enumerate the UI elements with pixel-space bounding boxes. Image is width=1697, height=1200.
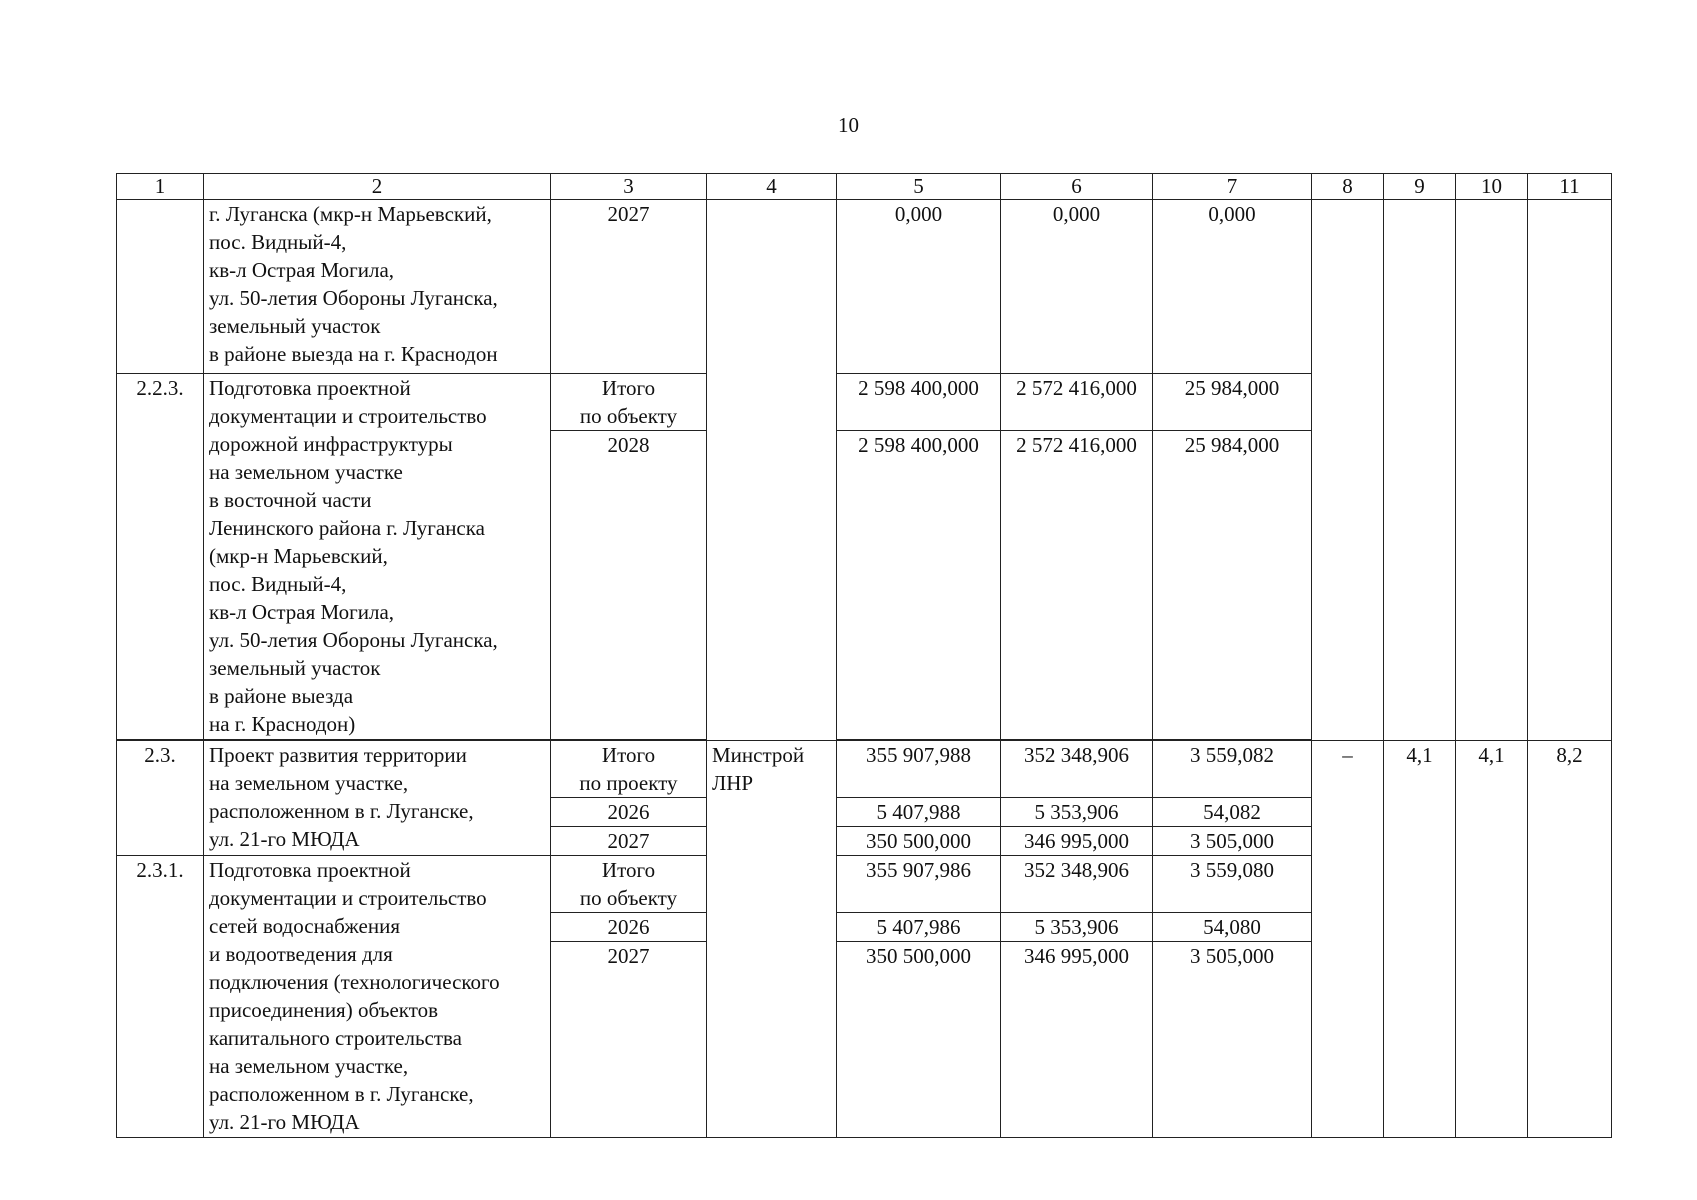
cell-value: 0,000 [1001, 200, 1153, 374]
cell-value: 25 984,000 [1153, 374, 1312, 431]
row-number: 2.2.3. [117, 374, 204, 740]
row-year: 2026 [551, 913, 707, 942]
col-header: 3 [551, 174, 707, 200]
row-name: Подготовка проектной документации и строительство дорожной инфраструктуры на земельном участке в восточной части Ленинского района г. Луганска (мкр-н Марьевский, пос. Видный-4, кв-л Острая Могила, ул. 50-летия Обороны Луганска, земельный участок в районе выезда на г. Краснодон) [204, 374, 551, 740]
cell-value: 346 995,000 [1001, 827, 1153, 856]
row-number [117, 200, 204, 374]
cell-value: 352 348,906 [1001, 741, 1153, 798]
cell-value: 5 353,906 [1001, 913, 1153, 942]
cell-value: 0,000 [1153, 200, 1312, 374]
cell-blank [1384, 200, 1456, 741]
cell-value: 54,080 [1153, 913, 1312, 942]
cell-value: 3 559,080 [1153, 856, 1312, 913]
row-name: г. Луганска (мкр-н Марьевский, пос. Видный-4, кв-л Острая Могила, ул. 50-летия Обороны Луганска, земельный участок в районе выезда на г. Краснодон [204, 200, 551, 374]
header-row [117, 174, 1612, 200]
col-header: 8 [1312, 174, 1384, 200]
cell-value: 2 572 416,000 [1001, 374, 1153, 431]
cell-value: 5 407,988 [837, 798, 1001, 827]
table-row [117, 200, 1612, 374]
cell-value: 54,082 [1153, 798, 1312, 827]
cell-value: – [1312, 741, 1384, 1138]
row-year: 2028 [551, 431, 707, 740]
table-row [117, 741, 1612, 798]
cell-value: 3 559,082 [1153, 741, 1312, 798]
cell-value: 3 505,000 [1153, 942, 1312, 1138]
cell-value: 25 984,000 [1153, 431, 1312, 740]
cell-value: 355 907,986 [837, 856, 1001, 913]
cell-value: 3 505,000 [1153, 827, 1312, 856]
cell-value: 2 598 400,000 [837, 374, 1001, 431]
col-header: 11 [1528, 174, 1612, 200]
col-header: 5 [837, 174, 1001, 200]
executor-cell [707, 200, 837, 741]
cell-value: 4,1 [1384, 741, 1456, 1138]
col-header: 6 [1001, 174, 1153, 200]
row-total-label: Итого по объекту [551, 374, 707, 431]
row-total-label: Итого по объекту [551, 856, 707, 913]
cell-blank [1528, 200, 1612, 741]
cell-value: 2 598 400,000 [837, 431, 1001, 740]
row-number: 2.3.1. [117, 856, 204, 1138]
cell-value: 2 572 416,000 [1001, 431, 1153, 740]
row-year: 2027 [551, 827, 707, 856]
row-name: Подготовка проектной документации и строительство сетей водоснабжения и водоотведения для подключения (технологического присоединения) объектов капитального строительства на земельном участке, расположенном в г. Луганске, ул. 21-го МЮДА [204, 856, 551, 1138]
col-header: 7 [1153, 174, 1312, 200]
cell-value: 4,1 [1456, 741, 1528, 1138]
cell-value: 8,2 [1528, 741, 1612, 1138]
cell-value: 5 407,986 [837, 913, 1001, 942]
cell-value: 355 907,988 [837, 741, 1001, 798]
row-year: 2027 [551, 200, 707, 374]
cell-value: 350 500,000 [837, 827, 1001, 856]
page-number: 10 [838, 113, 859, 137]
col-header: 1 [117, 174, 204, 200]
row-name: Проект развития территории на земельном участке, расположенном в г. Луганске, ул. 21-го МЮДА [204, 741, 551, 856]
col-header: 9 [1384, 174, 1456, 200]
executor-cell: Минстрой ЛНР [707, 741, 837, 1138]
row-total-label: Итого по проекту [551, 741, 707, 798]
row-year: 2026 [551, 798, 707, 827]
budget-table [116, 173, 1612, 1138]
cell-blank [1456, 200, 1528, 741]
cell-blank [1312, 200, 1384, 741]
row-year: 2027 [551, 942, 707, 1138]
cell-value: 0,000 [837, 200, 1001, 374]
cell-value: 346 995,000 [1001, 942, 1153, 1138]
row-number: 2.3. [117, 741, 204, 856]
cell-value: 350 500,000 [837, 942, 1001, 1138]
col-header: 10 [1456, 174, 1528, 200]
col-header: 4 [707, 174, 837, 200]
cell-value: 5 353,906 [1001, 798, 1153, 827]
cell-value: 352 348,906 [1001, 856, 1153, 913]
col-header: 2 [204, 174, 551, 200]
